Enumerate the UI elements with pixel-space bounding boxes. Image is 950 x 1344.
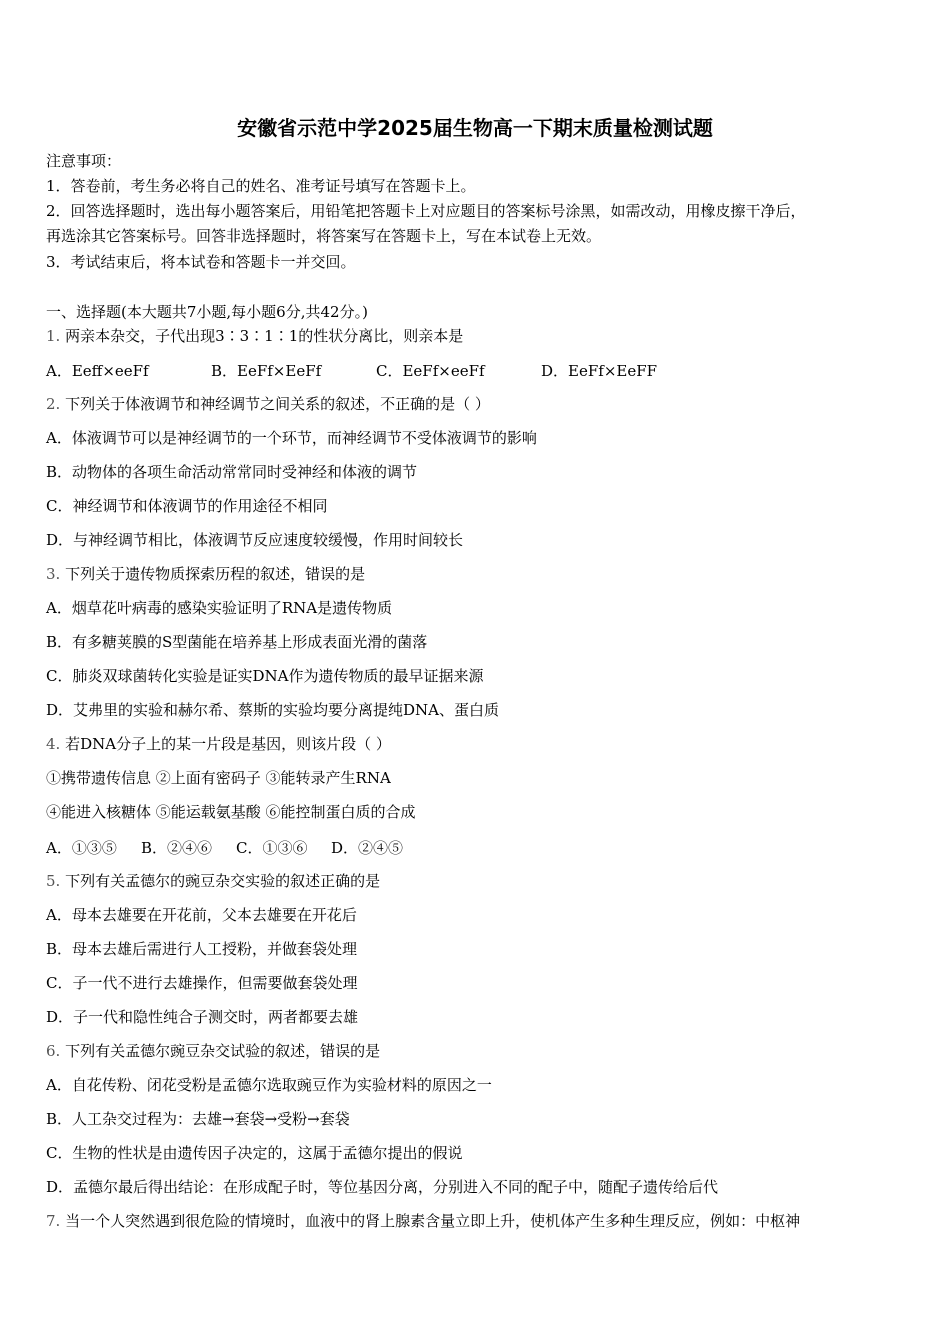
question-3 <box>46 564 365 584</box>
option-d: D．与神经调节相比，体液调节反应速度较缓慢，作用时间较长 <box>46 531 464 549</box>
option-a: A．Eeff×eeFf <box>46 362 149 380</box>
option-d: D．子一代和隐性纯合子测交时，两者都要去雄 <box>46 1008 359 1026</box>
option-b: B．母本去雄后需进行人工授粉，并做套袋处理 <box>46 940 358 958</box>
question-number: 6. <box>46 1042 61 1060</box>
notice-item-3: 3．考试结束后，将本试卷和答题卡一并交回。 <box>46 253 356 271</box>
option-d: D．孟德尔最后得出结论：在形成配子时，等位基因分离，分别进入不同的配子中，随配子遗传给后代 <box>46 1178 719 1196</box>
option-a: A．自花传粉、闭花受粉是孟德尔选取豌豆作为实验材料的原因之一 <box>46 1076 492 1094</box>
option-b: B．有多糖荚膜的S型菌能在培养基上形成表面光滑的菌落 <box>46 633 428 651</box>
option-c: C．子一代不进行去雄操作，但需要做套袋处理 <box>46 974 358 992</box>
question-1 <box>46 326 463 346</box>
notice-item-1: 1．答卷前，考生务必将自己的姓名、准考证号填写在答题卡上。 <box>46 177 476 195</box>
question-number: 3. <box>46 565 61 583</box>
question-5 <box>46 871 380 891</box>
option-a: A．体液调节可以是神经调节的一个环节，而神经调节不受体液调节的影响 <box>46 429 537 447</box>
question-6 <box>46 1041 380 1061</box>
question-number: 1. <box>46 327 61 345</box>
question-text: 下列有关孟德尔的豌豆杂交实验的叙述正确的是 <box>65 872 381 890</box>
question-text: 当一个人突然遇到很危险的情境时，血液中的肾上腺素含量立即上升，使机体产生多种生理反应，例如：中枢神 <box>65 1212 801 1230</box>
option-c: C．EeFf×eeFf <box>376 362 485 380</box>
question-text: 两亲本杂交，子代出现3∶3∶1∶1的性状分离比，则亲本是 <box>65 327 464 345</box>
option-c: C．①③⑥ <box>236 839 308 857</box>
notice-item-2: 2．回答选择题时，选出每小题答案后，用铅笔把答题卡上对应题目的答案标号涂黑，如需改动，用橡皮擦干净后， <box>46 202 806 220</box>
question-1-options <box>46 360 657 381</box>
question-2 <box>46 394 490 414</box>
option-b: B．EeFf×EeFf <box>211 362 322 380</box>
question-7 <box>46 1211 800 1231</box>
question-text: 下列关于体液调节和神经调节之间关系的叙述，不正确的是（ ） <box>65 395 490 413</box>
question-4-options <box>46 837 403 858</box>
option-a: A．母本去雄要在开花前，父本去雄要在开花后 <box>46 906 357 924</box>
question-number: 4. <box>46 735 61 753</box>
option-a: A．①③⑤ <box>46 839 117 857</box>
page-title: 安徽省示范中学2025届生物高一下期末质量检测试题 <box>237 116 713 140</box>
question-4 <box>46 734 391 754</box>
option-a: A．烟草花叶病毒的感染实验证明了RNA是遗传物质 <box>46 599 393 617</box>
option-c: C．生物的性状是由遗传因子决定的，这属于孟德尔提出的假说 <box>46 1144 463 1162</box>
question-number: 5. <box>46 872 61 890</box>
notice-heading: 注意事项： <box>46 152 122 170</box>
option-b: B．人工杂交过程为：去雄→套袋→受粉→套袋 <box>46 1110 350 1128</box>
option-b: B．动物体的各项生命活动常常同时受神经和体液的调节 <box>46 463 418 481</box>
statement-line-1: ①携带遗传信息 ②上面有密码子 ③能转录产生RNA <box>46 769 391 787</box>
question-number: 7. <box>46 1212 61 1230</box>
option-d: D．EeFf×EeFF <box>541 362 658 380</box>
option-b: B．②④⑥ <box>141 839 213 857</box>
option-d: D．②④⑤ <box>331 839 404 857</box>
option-c: C．神经调节和体液调节的作用途径不相同 <box>46 497 328 515</box>
question-text: 若DNA分子上的某一片段是基因，则该片段（ ） <box>65 735 391 753</box>
question-text: 下列有关孟德尔豌豆杂交试验的叙述，错误的是 <box>65 1042 381 1060</box>
section-heading: 一、选择题(本大题共7小题,每小题6分,共42分。) <box>46 303 368 321</box>
option-d: D．艾弗里的实验和赫尔希、蔡斯的实验均要分离提纯DNA、蛋白质 <box>46 701 500 719</box>
notice-item-2-continued: 再选涂其它答案标号。回答非选择题时，将答案写在答题卡上，写在本试卷上无效。 <box>46 227 602 245</box>
statement-line-2: ④能进入核糖体 ⑤能运载氨基酸 ⑥能控制蛋白质的合成 <box>46 803 416 821</box>
question-text: 下列关于遗传物质探索历程的叙述，错误的是 <box>65 565 366 583</box>
option-c: C．肺炎双球菌转化实验是证实DNA作为遗传物质的最早证据来源 <box>46 667 484 685</box>
question-number: 2. <box>46 395 61 413</box>
